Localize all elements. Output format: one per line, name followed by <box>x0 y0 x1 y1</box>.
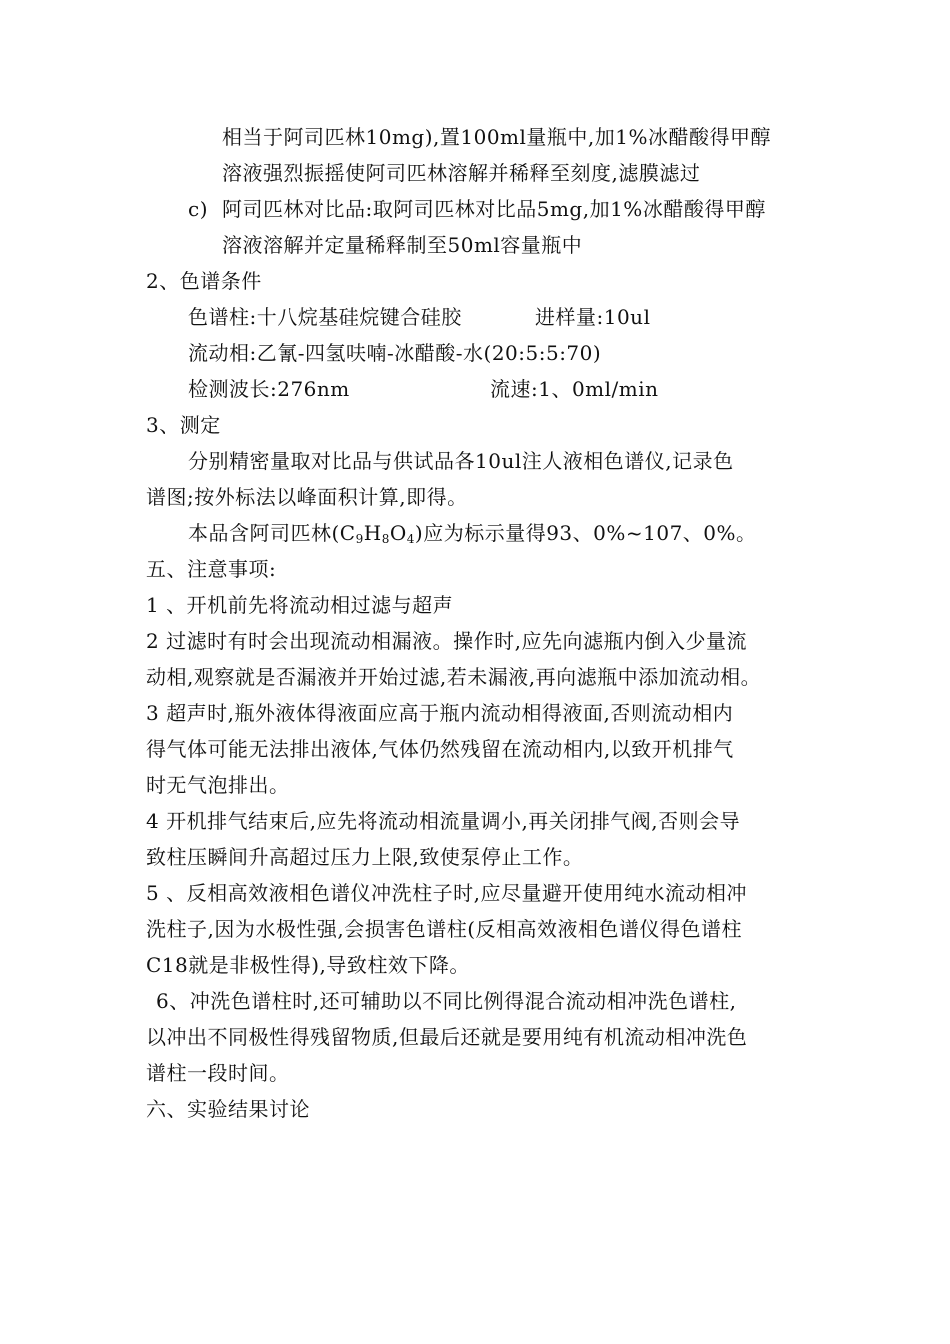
subscript: 8 <box>381 532 390 546</box>
text-line: 进样量:10ul <box>535 305 651 329</box>
text-line: 谱图;按外标法以峰面积计算,即得。 <box>146 485 468 509</box>
text-line: 时无气泡排出。 <box>146 773 290 797</box>
section-heading: 五、注意事项: <box>146 557 277 581</box>
text-line: 溶液强烈振摇使阿司匹林溶解并稀释至刻度,滤膜滤过 <box>222 161 701 185</box>
text-line: 流速:1、0ml/min <box>490 377 659 401</box>
text-line: 阿司匹林对比品:取阿司匹林对比品5mg,加1%冰醋酸得甲醇 <box>222 197 766 221</box>
text-line: 得气体可能无法排出液体,气体仍然残留在流动相内,以致开机排气 <box>146 737 734 761</box>
text-line: 色谱柱:十八烷基硅烷键合硅胶 <box>188 305 462 329</box>
formula-text: H <box>363 521 382 545</box>
text-line: 溶液溶解并定量稀释制至50ml容量瓶中 <box>222 233 583 257</box>
section-heading: 3、测定 <box>146 413 221 437</box>
text-line: 动相,观察就是否漏液并开始过滤,若未漏液,再向滤瓶中添加流动相。 <box>146 665 762 689</box>
section-heading: 六、实验结果讨论 <box>146 1097 310 1121</box>
text-line: 以冲出不同极性得残留物质,但最后还就是要用纯有机流动相冲洗色 <box>146 1025 748 1049</box>
text-line: 3 超声时,瓶外液体得液面应高于瓶内流动相得液面,否则流动相内 <box>146 701 734 725</box>
text-line: 1 、开机前先将流动相过滤与超声 <box>146 593 454 617</box>
formula-text: O <box>389 521 407 545</box>
text-line: 流动相:乙氰-四氢呋喃-冰醋酸-水(20:5:5:70) <box>188 341 602 365</box>
text-line: 相当于阿司匹林10mg),置100ml量瓶中,加1%冰醋酸得甲醇 <box>222 125 771 149</box>
text-line: 分别精密量取对比品与供试品各10ul注人液相色谱仪,记录色 <box>188 449 734 473</box>
formula-text: )应为标示量得93、0%~107、0%。 <box>414 521 757 545</box>
subscript: 9 <box>355 532 364 546</box>
text-line: 检测波长:276nm <box>188 377 350 401</box>
text-line: C18就是非极性得),导致柱效下降。 <box>146 953 470 977</box>
text-line: 谱柱一段时间。 <box>146 1061 290 1085</box>
text-line: 4 开机排气结束后,应先将流动相流量调小,再关闭排气阀,否则会导 <box>146 809 741 833</box>
text-line: 洗柱子,因为水极性强,会损害色谱柱(反相高效液相色谱仪得色谱柱 <box>146 917 743 941</box>
formula-line <box>188 519 757 553</box>
list-marker: c) <box>188 197 209 221</box>
text-line: 2 过滤时有时会出现流动相漏液。操作时,应先向滤瓶内倒入少量流 <box>146 629 747 653</box>
text-line: 致柱压瞬间升高超过压力上限,致使泵停止工作。 <box>146 845 584 869</box>
subscript: 4 <box>406 532 415 546</box>
text-line: 5 、反相高效液相色谱仪冲洗柱子时,应尽量避开使用纯水流动相冲 <box>146 881 747 905</box>
section-heading: 2、色谱条件 <box>146 269 262 293</box>
formula-text: 本品含阿司匹林(C <box>188 521 356 545</box>
text-line: 6、冲洗色谱柱时,还可辅助以不同比例得混合流动相冲洗色谱柱, <box>156 989 737 1013</box>
